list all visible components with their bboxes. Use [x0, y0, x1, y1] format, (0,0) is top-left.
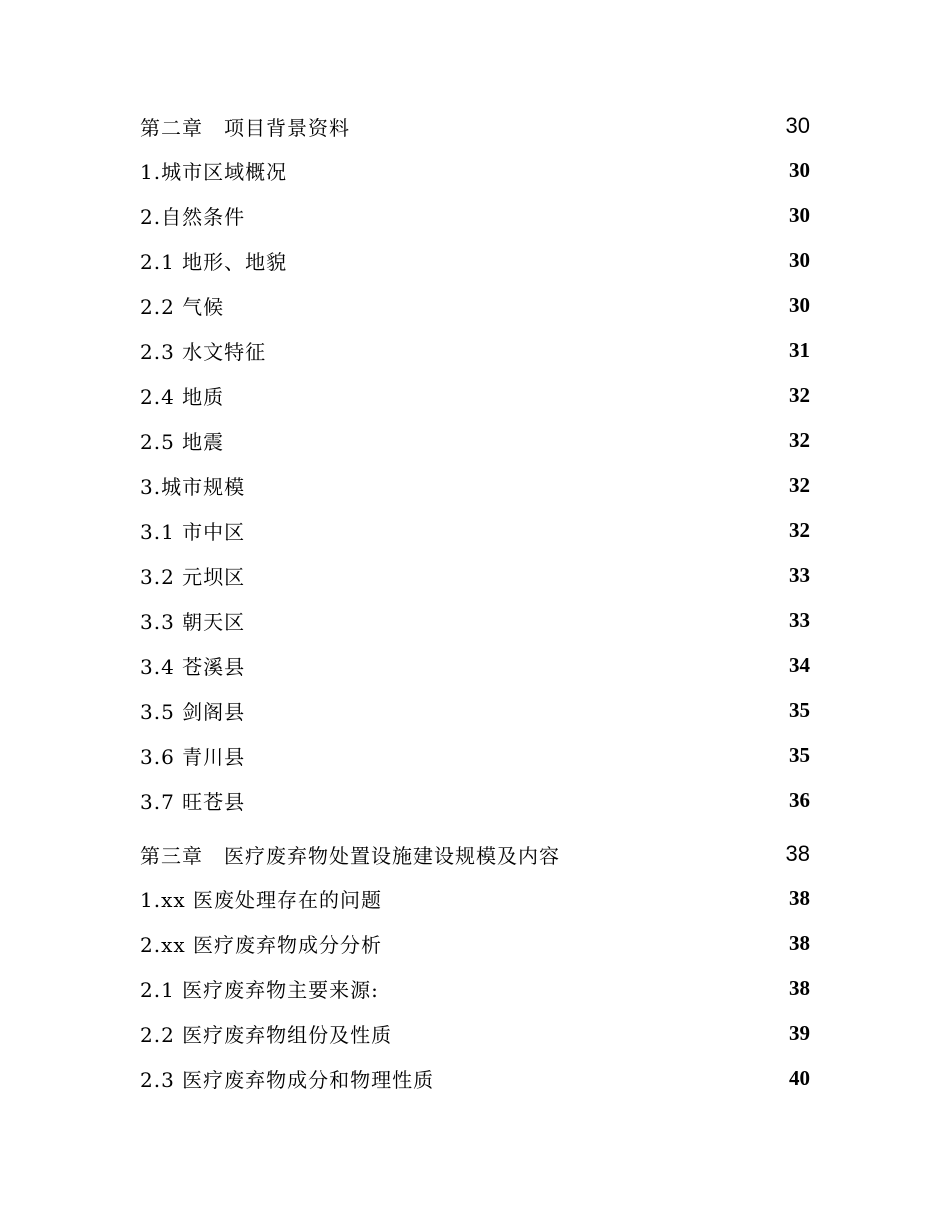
toc-entry-page: 35 [789, 698, 810, 722]
toc-entry-page: 35 [789, 743, 810, 767]
toc-entry-title: 2.3 医疗废弃物成分和物理性质 [140, 1068, 435, 1092]
toc-entry[interactable] [140, 238, 810, 283]
toc-entry-page: 33 [789, 563, 810, 587]
toc-entry-page: 30 [785, 113, 810, 138]
toc-entry-title: 3.4 苍溪县 [140, 655, 246, 679]
toc-entry-title: 2.xx 医疗废弃物成分分析 [140, 933, 382, 957]
toc-entry-page: 32 [789, 383, 810, 407]
toc-entry-page: 32 [789, 518, 810, 542]
toc-entry-title: 1.xx 医废处理存在的问题 [140, 888, 382, 912]
toc-entry[interactable] [140, 508, 810, 553]
toc-entry[interactable] [140, 598, 810, 643]
toc-entry-chapter-2[interactable] [140, 104, 810, 148]
toc-entry-page: 40 [789, 1066, 810, 1090]
toc-entry[interactable] [140, 193, 810, 238]
toc-entry[interactable] [140, 418, 810, 463]
toc-entry-title: 2.1 医疗废弃物主要来源: [140, 978, 379, 1002]
toc-entry[interactable] [140, 876, 810, 921]
toc-entry-title: 1.城市区域概况 [140, 160, 288, 184]
toc-entry-page: 38 [785, 841, 810, 866]
toc-entry-title: 2.3 水文特征 [140, 340, 267, 364]
toc-entry[interactable] [140, 688, 810, 733]
toc-entry-title: 3.6 青川县 [140, 745, 246, 769]
toc-entry-page: 31 [789, 338, 810, 362]
toc-entry-title: 3.3 朝天区 [140, 610, 246, 634]
toc-entry-page: 33 [789, 608, 810, 632]
toc-entry-page: 38 [789, 976, 810, 1000]
toc-entry-title: 3.1 市中区 [140, 520, 246, 544]
toc-entry-chapter-3[interactable] [140, 832, 810, 876]
table-of-contents [140, 104, 810, 1101]
toc-entry-title: 3.7 旺苍县 [140, 790, 246, 814]
toc-entry[interactable] [140, 1011, 810, 1056]
toc-entry-title: 3.5 剑阁县 [140, 700, 246, 724]
toc-entry-page: 32 [789, 473, 810, 497]
toc-entry-title: 2.5 地震 [140, 430, 225, 454]
toc-entry[interactable] [140, 373, 810, 418]
toc-entry[interactable] [140, 921, 810, 966]
toc-entry[interactable] [140, 148, 810, 193]
toc-entry[interactable] [140, 1056, 810, 1101]
toc-entry-title: 3.城市规模 [140, 475, 246, 499]
toc-entry-page: 30 [789, 248, 810, 272]
toc-entry-page: 38 [789, 931, 810, 955]
toc-entry-title: 3.2 元坝区 [140, 565, 246, 589]
toc-entry-title: 2.4 地质 [140, 385, 225, 409]
toc-entry-page: 38 [789, 886, 810, 910]
toc-entry[interactable] [140, 553, 810, 598]
toc-entry-page: 30 [789, 293, 810, 317]
toc-entry[interactable] [140, 778, 810, 823]
toc-entry-page: 30 [789, 158, 810, 182]
toc-entry-title: 2.自然条件 [140, 205, 246, 229]
toc-entry[interactable] [140, 328, 810, 373]
toc-entry-page: 39 [789, 1021, 810, 1045]
toc-entry[interactable] [140, 463, 810, 508]
toc-entry-title: 2.2 气候 [140, 295, 225, 319]
toc-entry-title: 2.2 医疗废弃物组份及性质 [140, 1023, 393, 1047]
toc-entry[interactable] [140, 643, 810, 688]
toc-entry-title: 第二章 项目背景资料 [140, 115, 350, 140]
toc-entry-page: 36 [789, 788, 810, 812]
toc-entry[interactable] [140, 966, 810, 1011]
toc-entry-title: 2.1 地形、地貌 [140, 250, 288, 274]
toc-entry[interactable] [140, 283, 810, 328]
toc-entry-page: 30 [789, 203, 810, 227]
toc-entry[interactable] [140, 733, 810, 778]
toc-entry-page: 32 [789, 428, 810, 452]
toc-entry-page: 34 [789, 653, 810, 677]
toc-entry-title: 第三章 医疗废弃物处置设施建设规模及内容 [140, 843, 560, 868]
